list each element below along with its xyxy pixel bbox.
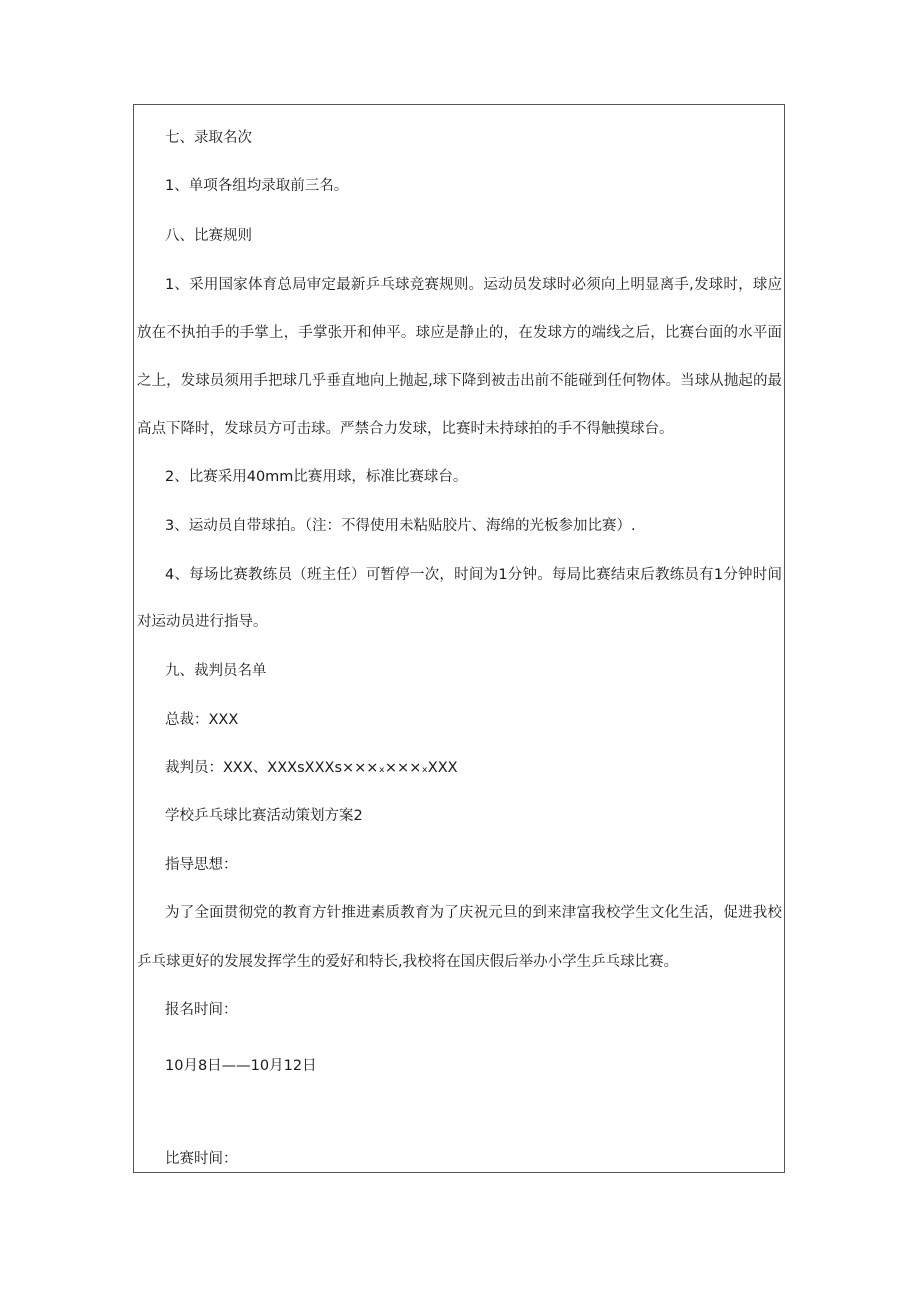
paragraph-line: 高点下降时，发球员方可击球。严禁合力发球，比赛时未持球拍的手不得触摸球台。 [137, 421, 674, 437]
paragraph-line: 放在不执拍手的手掌上，手掌张开和伸平。球应是静止的，在发球方的端线之后，比赛台面的水平面 [137, 325, 782, 341]
registration-time-heading: 报名时间： [165, 1002, 238, 1018]
paragraph-line: 3、运动员自带球拍。（注：不得使用未粘贴胶片、海绵的光板参加比赛）. [165, 518, 636, 534]
registration-dates: 10月8日——10月12日 [165, 1058, 317, 1074]
paragraph-line: 之上，发球员须用手把球几乎垂直地向上抛起,球下降到被击出前不能碰到任何物体。当球从抛起的最 [137, 373, 782, 389]
referees-line: 裁判员：XXX、XXXsXXXs×××ₓ×××ₓXXX [165, 760, 458, 776]
guiding-thought-heading: 指导思想： [165, 857, 238, 873]
paragraph-line: 2、比赛采用40mm比赛用球，标准比赛球台。 [165, 469, 468, 485]
section-heading-7: 七、录取名次 [165, 130, 252, 146]
section-heading-8: 八、比赛规则 [165, 228, 252, 244]
paragraph-line: 1、采用国家体育总局审定最新乒乓球竞赛规则。运动员发球时必须向上明显离手,发球时，球应 [165, 277, 782, 293]
paragraph-line: 为了全面贯彻党的教育方针推进素质教育为了庆祝元旦的到来津富我校学生文化生活，促进我校 [165, 905, 782, 921]
chief-referee-line: 总裁：XXX [165, 712, 239, 728]
plan-title: 学校乒乓球比赛活动策划方案2 [165, 808, 363, 824]
paragraph-line: 4、每场比赛教练员（班主任）可暂停一次，时间为1分钟。每局比赛结束后教练员有1分钟时间 [165, 567, 782, 583]
match-time-heading: 比赛时间： [165, 1151, 238, 1167]
paragraph-line: 1、单项各组均录取前三名。 [165, 178, 349, 194]
paragraph-line: 乒乓球更好的发展发挥学生的爱好和特长,我校将在国庆假后举办小学生乒乓球比赛。 [137, 954, 679, 970]
section-heading-9: 九、裁判员名单 [165, 663, 267, 679]
paragraph-line: 对运动员进行指导。 [137, 614, 268, 630]
